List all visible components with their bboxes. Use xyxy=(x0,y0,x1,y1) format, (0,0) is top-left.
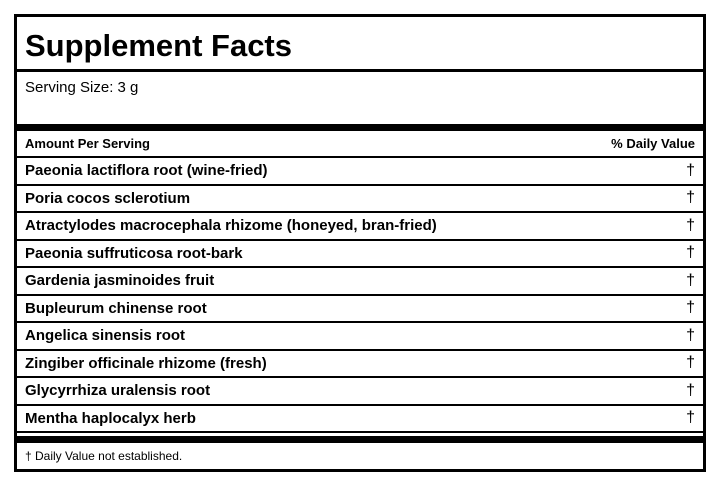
ingredient-name: Paeonia suffruticosa root-bark xyxy=(25,244,243,262)
amount-per-serving-label: Amount Per Serving xyxy=(25,136,150,151)
ingredient-name: Poria cocos sclerotium xyxy=(25,189,191,207)
ingredient-name: Zingiber officinale rhizome (fresh) xyxy=(25,354,267,372)
serving-size: Serving Size: 3 g xyxy=(25,79,139,96)
ingredient-dv: † xyxy=(686,271,695,289)
ingredient-dv: † xyxy=(686,299,695,317)
ingredient-name: Atractylodes macrocephala rhizome (honeyed, bran-fried) xyxy=(25,217,437,235)
ingredient-name: Mentha haplocalyx herb xyxy=(25,409,196,427)
ingredient-dv: † xyxy=(686,216,695,234)
supplement-facts-panel xyxy=(14,14,706,472)
footnote: † Daily Value not established. xyxy=(25,449,183,463)
ingredient-dv: † xyxy=(686,189,695,207)
ingredient-row xyxy=(17,186,703,214)
ingredient-row xyxy=(17,406,703,434)
ingredient-name: Bupleurum chinense root xyxy=(25,299,207,317)
ingredient-row xyxy=(17,241,703,269)
ingredient-dv: † xyxy=(686,244,695,262)
ingredient-row xyxy=(17,296,703,324)
ingredient-row xyxy=(17,351,703,379)
ingredient-dv: † xyxy=(686,161,695,179)
ingredient-name: Gardenia jasminoides fruit xyxy=(25,272,215,290)
ingredient-row xyxy=(17,323,703,351)
panel-title: Supplement Facts xyxy=(17,17,703,72)
ingredient-row xyxy=(17,213,703,241)
daily-value-label: % Daily Value xyxy=(611,136,695,151)
thick-divider xyxy=(17,124,703,131)
ingredient-row xyxy=(17,378,703,406)
ingredient-row xyxy=(17,268,703,296)
ingredient-dv: † xyxy=(686,409,695,427)
ingredient-dv: † xyxy=(686,354,695,372)
thick-divider-bottom xyxy=(17,436,703,443)
ingredient-dv: † xyxy=(686,326,695,344)
ingredient-dv: † xyxy=(686,381,695,399)
column-header-row xyxy=(17,131,703,158)
ingredient-name: Glycyrrhiza uralensis root xyxy=(25,382,211,400)
ingredient-name: Angelica sinensis root xyxy=(25,327,186,345)
ingredient-row xyxy=(17,158,703,186)
ingredient-name: Paeonia lactiflora root (wine-fried) xyxy=(25,162,268,180)
